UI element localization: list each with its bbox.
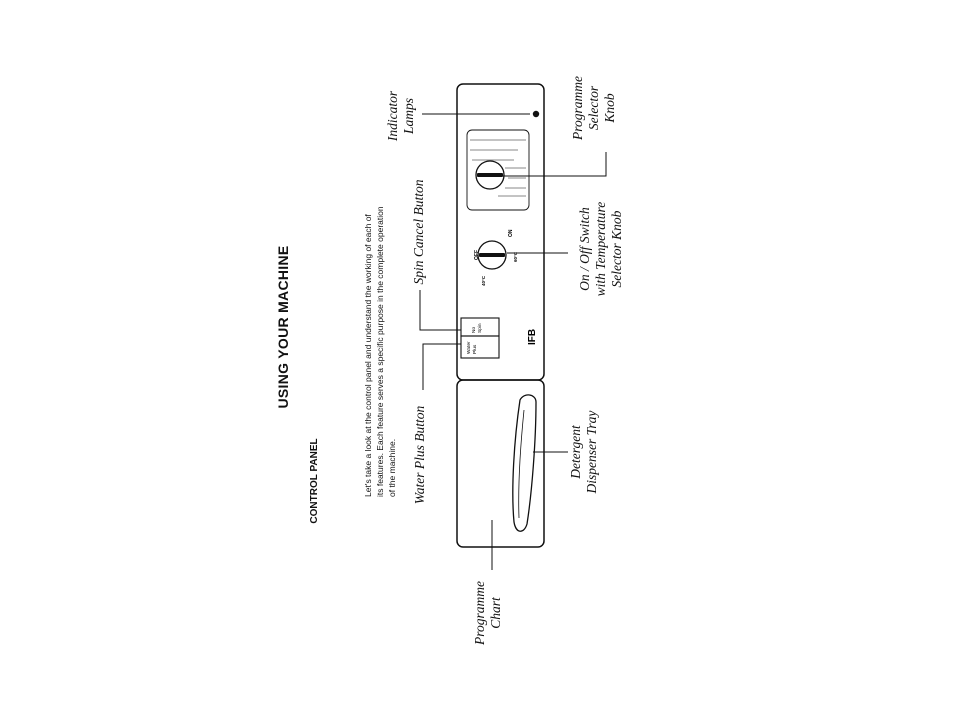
callout-programme-selector-knob: Programme Selector Knob [570, 76, 617, 140]
section-heading: CONTROL PANEL [309, 438, 320, 524]
callout-programme-chart: Programme Chart [472, 581, 503, 645]
callout-spin-cancel-button: Spin Cancel Button [411, 179, 426, 285]
on-off-temperature-knob[interactable] [474, 229, 518, 286]
detergent-tray-handle [513, 395, 536, 531]
leader-water-plus [423, 344, 461, 390]
no-spin-label-2: Spin [478, 323, 483, 333]
callout-indicator-lamps: Indicator Lamps [385, 90, 416, 142]
callout-water-plus-button: Water Plus Button [412, 405, 427, 505]
water-plus-label-2: Plus [473, 344, 478, 354]
selector-knob-grip [477, 173, 503, 177]
temp-high-label: 60°C [513, 251, 518, 262]
indicator-lamp-icon [533, 111, 539, 117]
intro-line-1: Let's take a look at the control panel and understand the working of each of [363, 214, 373, 497]
leader-selector-knob [503, 152, 606, 176]
on-label: ON [508, 229, 514, 237]
brand-logo: IFB [527, 328, 538, 345]
on-off-knob-grip [479, 253, 505, 257]
temp-low-label: 40°C [481, 275, 486, 286]
water-plus-label-1: Water [467, 341, 472, 354]
off-label: OFF [474, 250, 480, 260]
programme-selector-knob[interactable] [467, 130, 529, 210]
leader-spin-cancel [420, 290, 461, 330]
detergent-tray-panel [457, 380, 544, 547]
callout-on-off-switch: On / Off Switch with Temperature Selector Knob [577, 201, 624, 297]
callout-detergent-dispenser-tray: Detergent Dispenser Tray [568, 410, 599, 494]
page-title: USING YOUR MACHINE [275, 245, 291, 409]
intro-line-2: its features. Each feature serves a specific purpose in the complete operation [375, 206, 385, 497]
intro-line-3: of the machine. [387, 438, 397, 497]
no-spin-label-1: No [472, 326, 477, 333]
